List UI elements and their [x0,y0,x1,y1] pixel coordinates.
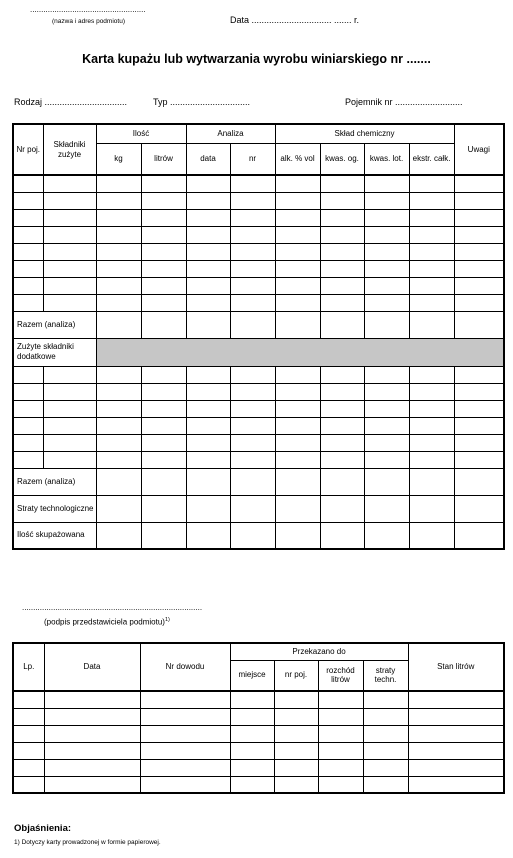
col-lp: Lp. [13,643,44,691]
blend-table [12,123,505,550]
page-title: Karta kupażu lub wytwarzania wyrobu winiarskiego nr ....... [82,52,431,66]
col-nr-dowodu: Nr dowodu [140,643,230,691]
signature-caption-text: (podpis przedstawiciela podmiotu) [44,617,165,627]
col-analiza: Analiza [186,124,275,143]
razem-label-2: Razem (analiza) [13,468,96,495]
table-row[interactable] [13,277,504,294]
table-row[interactable] [13,451,504,468]
transfer-table [12,642,505,794]
entity-dots: .................................................... [30,5,146,14]
table-row[interactable] [13,776,504,793]
table-row[interactable] [13,417,504,434]
table-row[interactable] [13,691,504,708]
col-stan-litrow: Stan litrów [408,643,504,691]
table-row[interactable] [13,226,504,243]
table-row[interactable] [13,759,504,776]
razem-label-1: Razem (analiza) [13,311,96,338]
col-ilosc: Ilość [96,124,186,143]
sub-nr-poj: nr poj. [274,660,318,691]
table-row[interactable] [13,192,504,209]
pojemnik-field: Pojemnik nr ........................... [345,97,463,107]
col-sklad-chemiczny: Skład chemiczny [275,124,454,143]
zuzyte-dodatkowe-row [13,338,504,366]
additional-rows[interactable] [13,366,504,468]
table-row[interactable] [13,175,504,192]
straty-row[interactable] [13,495,504,522]
note-1: 1) Dotyczy karty prowadzonej w formie papierowej. [14,839,161,846]
sub-kwas-og: kwas. og. [320,143,364,175]
table-row[interactable] [13,742,504,759]
transfer-rows[interactable] [13,691,504,793]
razem-row-1[interactable] [13,311,504,338]
footnote-mark: 1) [164,617,170,623]
sub-miejsce: miejsce [230,660,274,691]
sub-straty: straty techn. [363,660,408,691]
gray-bar [96,338,504,366]
table-row[interactable] [13,383,504,400]
table-row[interactable] [13,400,504,417]
table-row[interactable] [13,209,504,226]
table-row[interactable] [13,366,504,383]
sub-kg: kg [96,143,141,175]
col-data: Data [44,643,140,691]
straty-label: Straty technologiczne [13,495,96,522]
table-row[interactable] [13,434,504,451]
col-uwagi: Uwagi [454,124,504,175]
ingredient-rows[interactable] [13,175,504,311]
table-row[interactable] [13,294,504,311]
notes-heading: Objaśnienia: [14,823,72,834]
table-row[interactable] [13,260,504,277]
ilosc-skupazowana-label: Ilość skupażowana [13,522,96,549]
sub-alk: alk. % vol [275,143,320,175]
razem-row-2[interactable] [13,468,504,495]
col-skladniki: Składniki zużyte [43,124,96,175]
col-przekazano: Przekazano do [230,643,408,660]
zuzyte-dodatkowe-label: Zużyte składniki dodatkowe [13,338,96,366]
sub-kwas-lot: kwas. lot. [364,143,409,175]
typ-field: Typ ................................ [153,97,251,107]
sub-nr: nr [230,143,275,175]
entity-caption: (nazwa i adres podmiotu) [52,18,125,25]
sub-ekstr: ekstr. całk. [409,143,454,175]
sub-rozchod: rozchód litrów [318,660,363,691]
sub-data: data [186,143,230,175]
ilosc-skupazowana-row[interactable] [13,522,504,549]
rodzaj-field: Rodzaj ................................. [14,97,128,107]
sub-litrow: litrów [141,143,186,175]
signature-dots: ................................................................................. [22,603,203,612]
table-row[interactable] [13,708,504,725]
table-row[interactable] [13,725,504,742]
date-line: Data ................................ ....... r. [230,15,360,25]
col-nr-poj: Nr poj. [13,124,43,175]
signature-caption [44,617,170,627]
table-row[interactable] [13,243,504,260]
